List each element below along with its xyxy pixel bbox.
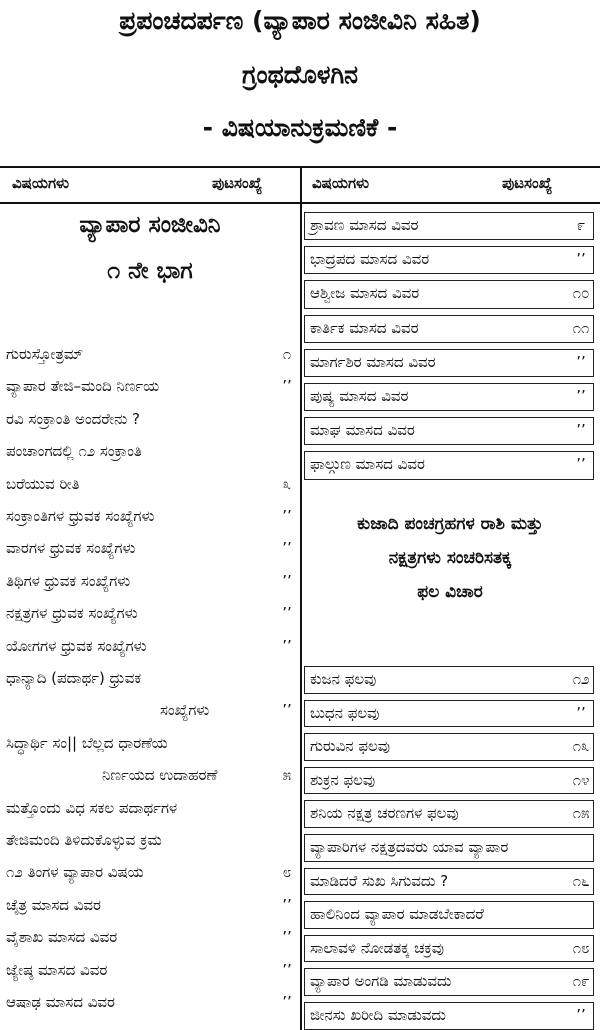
entry-title: ಸಂಖ್ಯೆಗಳು [160,701,210,720]
contents-entry [6,436,298,466]
entry-title: ಮಾರ್ಗಶಿರ ಮಾಸದ ವಿವರ [310,352,436,371]
contents-entry [6,598,298,628]
contents-entry [6,533,298,563]
entry-title: ಗುರುವಿನ ಫಲವು [310,737,390,756]
contents-entry [310,415,592,445]
contents-entry [6,404,298,434]
contents-entry [6,890,298,920]
entry-title: ತಿಥಿಗಳ ಧ್ರುವಕ ಸಂಖ್ಯೆಗಳು [6,571,131,590]
contents-entry [6,469,298,499]
entry-page-number: ೧೩ [572,737,590,756]
contents-entry [6,825,298,855]
entry-page-number: ೧೯ [572,972,590,991]
entry-title: ನಿರ್ಣಯದ ಉದಾಹರಣೆ [102,766,218,785]
contents-entry [310,381,592,411]
entry-title: ಶನಿಯ ನಕ್ಷತ್ರ ಚರಣಗಳ ಫಲವು [310,804,459,823]
entry-title: ಜೀನಸು ಖರೀದಿ ಮಾಡುವದು [310,1006,446,1024]
contents-entry [6,695,298,725]
contents-entry [310,731,592,761]
entry-page-number: ೫ [282,766,292,785]
entry-page-number: ೧೫ [572,804,590,823]
entry-page-number: ’’ [576,250,586,269]
entry-page-number: ’’ [282,928,292,947]
entry-title: ವ್ಯಾಪಾರ ತೇಜಿ–ಮಂದಿ ನಿರ್ಣಯ [6,377,160,396]
entry-title: ಕಾರ್ತಿಕ ಮಾಸದ ವಿವರ [310,318,419,337]
contents-entry [310,832,592,862]
entry-page-number: ’’ [282,993,292,1011]
left-section-subtitle: ೧ ನೇ ಭಾಗ [107,258,193,284]
entry-title: ಚೈತ್ರ ಮಾಸದ ವಿವರ [6,895,101,914]
entry-title: ನಕ್ಷತ್ರಗಳ ಧ್ರುವಕ ಸಂಖ್ಯೆಗಳು [6,604,138,623]
book-title: ಪ್ರಪಂಚದರ್ಪಣ (ವ್ಯಾಪಾರ ಸಂಜೀವಿನಿ ಸಹಿತ) [119,6,481,35]
entry-title: ಮತ್ತೊಂದು ವಿಧ ಸಕಲ ಪದಾರ್ಥಗಳ [6,798,178,817]
entry-page-number: ’’ [576,703,586,722]
contents-entry [310,278,592,308]
entry-page-number: ೧೧ [572,318,590,337]
entry-title: ರವಿ ಸಂಕ್ರಾಂತಿ ಅಂದರೇನು ? [6,409,140,428]
contents-entry [6,922,298,952]
contents-entry [6,793,298,823]
entry-page-number: ’’ [576,455,586,474]
right-section-line3: ಫಲ ವಿಚಾರ [417,582,483,602]
entry-page-number: ೧ [282,345,292,363]
left-section-title: ವ್ಯಾಪಾರ ಸಂಜೀವಿನಿ [79,212,221,238]
entry-page-number: ’’ [282,701,292,720]
contents-entry [6,339,298,369]
entry-page-number: ೧೦ [572,284,590,303]
entry-page-number: ’’ [576,387,586,405]
entry-title: ಬರೆಯುವ ರೀತಿ [6,474,80,493]
contents-entry [310,210,592,240]
entry-title: ಮಾಡಿದರೆ ಸುಖ ಸಿಗುವದು ? [310,871,449,890]
entry-page-number: ೧೨ [572,670,590,688]
left-subjects-header: ವಿಷಯಗಳು [12,174,69,192]
entry-title: ತೇಜಿಮಂದಿ ತಿಳಿದುಕೊಳ್ಳುವ ಕ್ರಮ [6,831,162,849]
entry-title: ಸಿದ್ಧಾರ್ಥಿ ಸಂ|| ಬೆಲ್ಲದ ಧಾರಣೆಯ [6,733,168,752]
left-page-header: ಪುಟಸಂಖ್ಯೆ [212,174,263,192]
entry-title: ವೈಶಾಖ ಮಾಸದ ವಿವರ [6,928,118,947]
contents-entry [6,663,298,693]
entry-title: ಯೋಗಗಳ ಧ್ರುವಕ ಸಂಖ್ಯೆಗಳು [6,636,147,655]
entry-title: ಸಂಕ್ರಾಂತಿಗಳ ಧ್ರುವಕ ಸಂಖ್ಯೆಗಳು [6,507,155,525]
entry-title: ಶ್ರಾವಣ ಮಾಸದ ವಿವರ [310,216,419,234]
entry-page-number: ೯ [576,216,586,234]
contents-entry [310,347,592,377]
contents-entry [6,501,298,531]
entry-title: ಭಾದ್ರಪದ ಮಾಸದ ವಿವರ [310,250,430,269]
contents-entry [310,664,592,694]
contents-entry [310,313,592,343]
contents-entry [310,933,592,963]
entry-page-number: ೧೪ [572,770,590,789]
entry-page-number: ’’ [282,571,292,590]
entry-page-number: ’’ [282,960,292,979]
entry-page-number: ’’ [282,507,292,525]
entry-page-number: ೧೬ [572,871,590,890]
contents-entry [6,987,298,1017]
contents-entry [310,449,592,479]
entry-title: ಕುಜನ ಫಲವು [310,670,377,688]
entry-title: ಆಷಾಢ ಮಾಸದ ವಿವರ [6,993,115,1011]
contents-entry [6,371,298,401]
contents-entry [6,728,298,758]
contents-entry [310,698,592,728]
right-section-line1: ಕುಜಾದಿ ಪಂಚಗ್ರಹಗಳ ರಾಶಿ ಮತ್ತು [357,514,543,534]
entry-page-number: ’’ [282,895,292,914]
entry-title: ವ್ಯಾಪಾರಿಗಳ ನಕ್ಷತ್ರದವರು ಯಾವ ವ್ಯಾಪಾರ [310,838,509,856]
entry-title: ಆಶ್ವೀಜ ಮಾಸದ ವಿವರ [310,284,420,303]
title-subline: ಗ್ರಂಥದೊಳಗಿನ [241,60,359,89]
contents-entry [310,1000,592,1030]
entry-page-number: ೩ [282,474,292,493]
entry-title: ಮಾಘ ಮಾಸದ ವಿವರ [310,421,415,440]
entry-page-number: ೧೮ [572,938,590,957]
contents-entry [310,899,592,929]
entry-title: ಹಾಲಿನಿಂದ ವ್ಯಾಪಾರ ಮಾಡಬೇಕಾದರೆ [310,905,484,924]
entry-page-number: ’’ [576,421,586,440]
right-section-line2: ನಕ್ಷತ್ರಗಳು ಸಂಚರಿಸತಕ್ಕ [388,548,512,568]
contents-entry [6,631,298,661]
contents-entry [310,765,592,795]
contents-entry [6,955,298,985]
entry-page-number: ’’ [282,377,292,396]
entry-title: ಧಾನ್ಯಾದಿ (ಪದಾರ್ಥ) ಧ್ರುವಕ [6,669,142,687]
entry-page-number: ’’ [282,636,292,655]
entry-title: ಪುಷ್ಯ ಮಾಸದ ವಿವರ [310,387,409,405]
entry-title: ವಾರಗಳ ಧ್ರುವಕ ಸಂಖ್ಯೆಗಳು [6,539,136,558]
contents-entry [310,966,592,996]
entry-page-number: ’’ [576,352,586,371]
entry-title: ವ್ಯಾಪಾರ ಅಂಗಡಿ ಮಾಡುವದು [310,972,452,991]
right-subjects-header: ವಿಷಯಗಳು [312,174,369,192]
entry-page-number: ೮ [282,863,292,882]
contents-heading: - ವಿಷಯಾನುಕ್ರಮಣಿಕೆ - [202,113,398,142]
entry-title: ಬುಧನ ಫಲವು [310,703,380,722]
entry-title: ಪಂಚಾಂಗದಲ್ಲಿ ೧೨ ಸಂಕ್ರಾಂತಿ [6,442,142,461]
entry-title: ಸಾಲಾವಳಿ ನೋಡತಕ್ಕ ಚಕ್ರವು [310,938,444,957]
entry-title: ೧೨ ತಿಂಗಳ ವ್ಯಾಪಾರ ವಿಷಯ [6,863,144,882]
contents-entry [310,798,592,828]
entry-title: ಶುಕ್ರನ ಫಲವು [310,770,376,789]
contents-entry [6,760,298,790]
right-page-header: ಪುಟಸಂಖ್ಯೆ [502,174,553,192]
entry-title: ಫಾಲ್ಗುಣ ಮಾಸದ ವಿವರ [310,455,425,474]
entry-page-number: ’’ [282,604,292,623]
contents-entry [310,244,592,274]
contents-entry [6,566,298,596]
entry-title: ಜ್ಯೇಷ್ಠ ಮಾಸದ ವಿವರ [6,960,108,979]
entry-title: ಗುರುಸ್ತೋತ್ರಮ್ [6,345,84,363]
entry-page-number: ’’ [282,539,292,558]
entry-page-number: ’’ [576,1006,586,1024]
contents-entry [310,866,592,896]
contents-entry [6,857,298,887]
